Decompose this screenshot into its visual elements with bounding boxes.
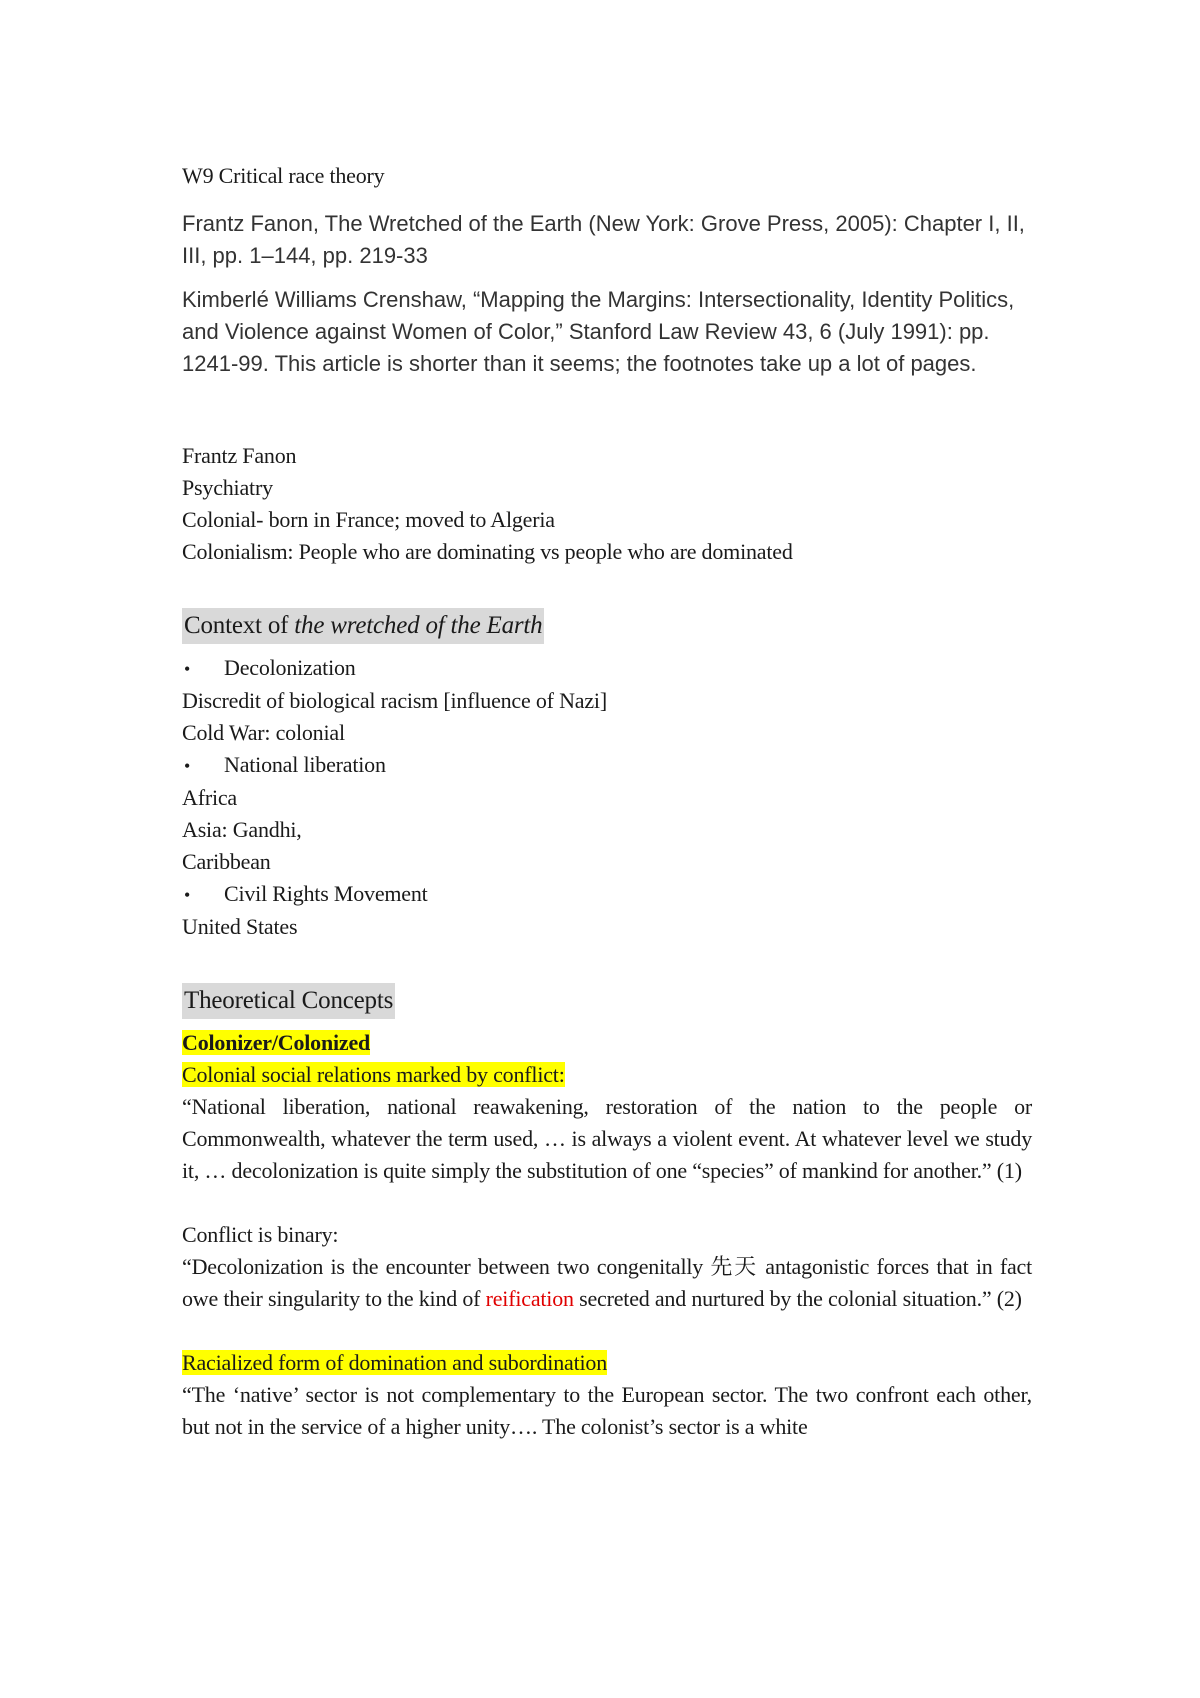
bullet-text: Civil Rights Movement bbox=[224, 881, 428, 906]
document-page bbox=[182, 160, 1032, 1443]
context-line: Africa bbox=[182, 785, 237, 810]
context-heading bbox=[182, 608, 544, 644]
bullet-item bbox=[182, 878, 1032, 911]
context-line: Caribbean bbox=[182, 849, 271, 874]
bullet-icon: • bbox=[184, 756, 191, 776]
bullet-text: Decolonization bbox=[224, 655, 356, 680]
context-line: United States bbox=[182, 914, 298, 939]
theory-section bbox=[182, 1027, 1032, 1443]
context-heading-italic: the wretched of the Earth bbox=[294, 612, 543, 639]
bullet-icon: • bbox=[184, 885, 191, 905]
quote-text: “Decolonization is the encounter between two congenitally 先天 antagonistic forces that in fact owe their singularity to the kind of bbox=[182, 1254, 1032, 1311]
document-title: W9 Critical race theory bbox=[182, 163, 385, 188]
subheading-racialized: Racialized form of domination and subordination bbox=[182, 1350, 607, 1375]
context-list bbox=[182, 652, 1032, 943]
quote-paragraph: “The ‘native’ sector is not complementary to the European sector. The two confront each other, but not in the service of a higher unity…. The colonist’s sector is a white bbox=[182, 1382, 1032, 1439]
intro-line: Psychiatry bbox=[182, 475, 273, 500]
bullet-text: National liberation bbox=[224, 752, 386, 777]
intro-line: Frantz Fanon bbox=[182, 443, 297, 468]
context-heading-plain: Context of bbox=[184, 612, 295, 639]
subheading-colonizer: Colonizer/Colonized bbox=[182, 1030, 371, 1055]
intro-line: Colonialism: People who are dominating vs people who are dominated bbox=[182, 539, 793, 564]
intro-notes bbox=[182, 440, 1032, 568]
context-line: Discredit of biological racism [influence of Nazi] bbox=[182, 688, 607, 713]
subheading-conflict: Colonial social relations marked by conflict: bbox=[182, 1062, 565, 1087]
reification-term: reification bbox=[485, 1286, 574, 1311]
quote-paragraph bbox=[182, 1251, 1032, 1315]
bullet-item bbox=[182, 749, 1032, 782]
quote-paragraph: “National liberation, national reawakening, restoration of the nation to the people or Commonwealth, whatever the term used, … is always a violent event. At whatever level we study it, … decolonization is quite simply the substitution of one “species” of mankind for another.” (1) bbox=[182, 1094, 1032, 1183]
binary-label: Conflict is binary: bbox=[182, 1222, 339, 1247]
bullet-item bbox=[182, 652, 1032, 685]
theory-heading: Theoretical Concepts bbox=[182, 983, 395, 1019]
context-line: Cold War: colonial bbox=[182, 720, 345, 745]
quote-text: secreted and nurtured by the colonial situation.” (2) bbox=[573, 1286, 1022, 1311]
bullet-icon: • bbox=[184, 659, 191, 679]
intro-line: Colonial- born in France; moved to Algeria bbox=[182, 507, 555, 532]
reference-crenshaw: Kimberlé Williams Crenshaw, “Mapping the Margins: Intersectionality, Identity Politics, and Violence against Women of Color,” Stanford Law Review 43, 6 (July 1991): pp. 1241-99. This article is shorter than it seems; the footnotes take up a lot of pages. bbox=[182, 287, 1015, 376]
context-line: Asia: Gandhi, bbox=[182, 817, 302, 842]
reference-fanon: Frantz Fanon, The Wretched of the Earth (New York: Grove Press, 2005): Chapter I, II, III, pp. 1–144, pp. 219-33 bbox=[182, 211, 1025, 268]
